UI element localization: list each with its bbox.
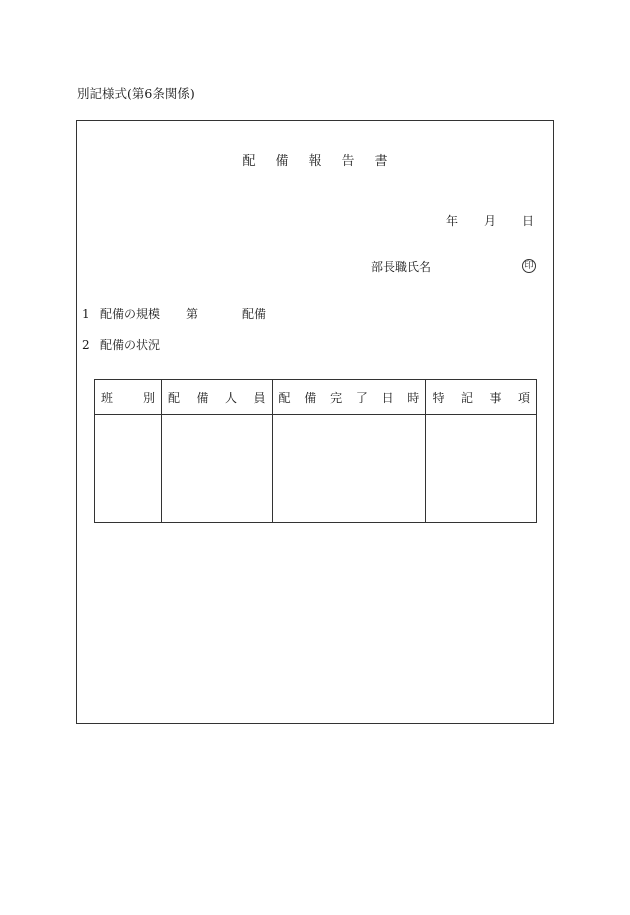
header-char: 記 [460,390,473,405]
header-team [95,380,162,415]
title-char: 配 [242,154,256,169]
item-label: 配備の状況 [100,338,161,352]
item-deployment-status [82,336,160,353]
header-char: 完 [330,390,343,405]
cell-completion-time [272,415,426,523]
header-char: 配 [168,390,181,405]
deployment-level-suffix: 配備 [242,307,267,321]
header-char: 備 [196,390,209,405]
deployment-level-prefix: 第 [186,307,199,321]
header-char: 事 [489,390,502,405]
title-char: 告 [341,154,355,169]
header-char: 特 [432,390,445,405]
title-char: 報 [308,154,322,169]
header-char: 項 [517,390,530,405]
header-completion-time [272,380,426,415]
header-remarks [426,380,537,415]
cell-remarks [426,415,537,523]
document-title [0,150,630,169]
date-day: 日 [521,214,534,228]
cell-personnel [162,415,273,523]
table-row [95,415,537,523]
table-header-row [95,380,537,415]
title-char: 備 [275,154,289,169]
header-char: 人 [224,390,237,405]
cell-team [95,415,162,523]
header-char: 班 [101,390,114,405]
header-char: 員 [253,390,266,405]
header-char: 備 [304,390,317,405]
item-deployment-scale [82,305,266,322]
signer-name-label: 部長職氏名 [371,260,432,274]
seal-mark: 印 [522,259,536,273]
item-label: 配備の規模 [100,307,161,321]
header-char: 日 [381,390,394,405]
item-number: 1 [82,307,90,321]
item-number: 2 [82,338,90,352]
date-year: 年 [445,214,458,228]
title-char: 書 [374,154,388,169]
form-label: 別記様式(第6条関係) [77,86,195,101]
status-table [94,379,537,523]
header-char: 時 [407,390,420,405]
date-line [420,212,534,229]
date-month: 月 [483,214,496,228]
header-char: 了 [355,390,368,405]
header-personnel [162,380,273,415]
header-char: 別 [142,390,155,405]
header-char: 配 [278,390,291,405]
